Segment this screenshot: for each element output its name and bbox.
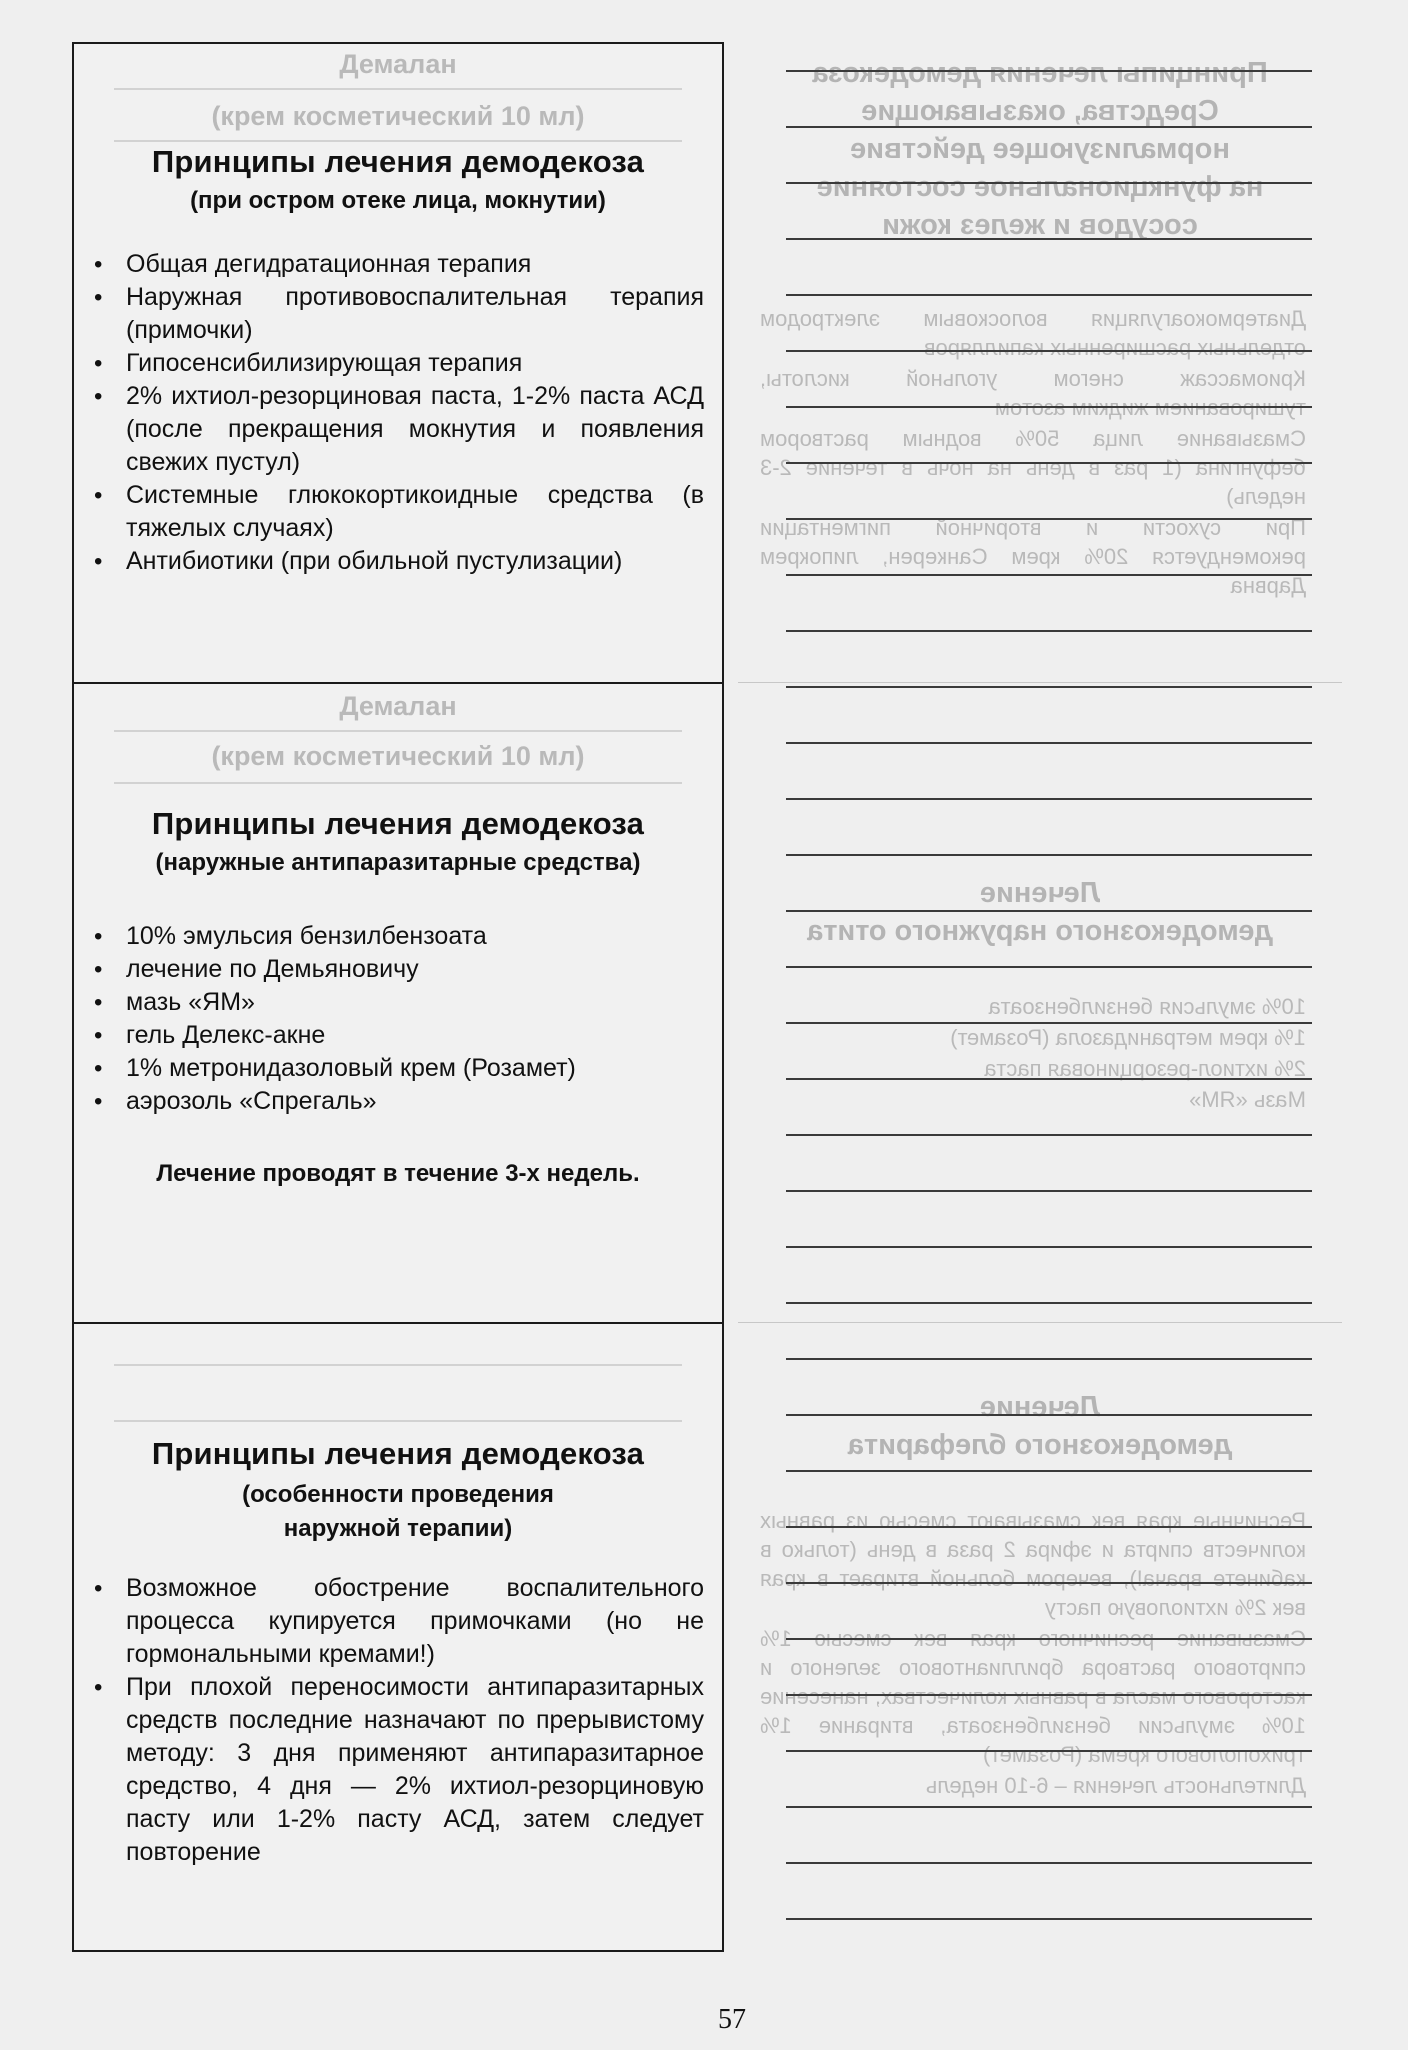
card-title: Принципы лечения демодекоза <box>151 806 645 841</box>
reverse-list-item: 10% эмульсия бензилбензоата <box>988 994 1306 1019</box>
writing-line <box>786 518 1312 520</box>
writing-line <box>786 966 1312 968</box>
treatment-list <box>86 1572 704 1869</box>
list-item: • Гипосенсибилизирующая терапия <box>86 347 704 380</box>
reverse-list <box>738 304 1342 602</box>
writing-line <box>786 70 1312 72</box>
ghost-rule <box>114 1364 682 1366</box>
card-subtitle: наружной терапии) <box>283 1515 513 1542</box>
list-item: • Наружная противовоспалительная терапия (примочки) <box>86 281 704 347</box>
ghost-title: Демалан <box>339 49 457 79</box>
list-item: • мазь «ЯМ» <box>86 986 704 1019</box>
writing-line <box>786 574 1312 576</box>
writing-line <box>786 1022 1312 1024</box>
writing-line <box>786 1358 1312 1360</box>
writing-line <box>786 238 1312 240</box>
writing-line <box>786 1638 1312 1640</box>
list-item: • При плохой переносимости антипаразитарных средств последние назначают по прерывистому методу: 3 дня применяют антипаразитарное средство, 4 дня — 2% ихтиол-резорциновую пасту или 1-2% пасту АСД, затем следует повторение <box>86 1671 704 1869</box>
list-item: • гель Делекс-акне <box>86 1019 704 1052</box>
ghost-rule <box>114 140 682 142</box>
reverse-heading <box>738 1388 1342 1464</box>
writing-line <box>786 406 1312 408</box>
reverse-heading-line: Средства, оказывающие <box>861 95 1219 127</box>
writing-line <box>786 1078 1312 1080</box>
writing-line <box>786 1302 1312 1304</box>
section-divider <box>738 1322 1342 1323</box>
writing-line <box>786 1918 1312 1920</box>
reverse-list <box>738 992 1342 1116</box>
writing-line <box>786 1470 1312 1472</box>
list-item: • аэрозоль «Спрегаль» <box>86 1085 704 1118</box>
list-item: • лечение по Демьяновичу <box>86 953 704 986</box>
reverse-heading <box>738 54 1342 244</box>
list-item: • Возможное обострение воспалительного процесса купируется примочками (но не гормональными кремами!) <box>86 1572 704 1671</box>
writing-line <box>786 462 1312 464</box>
reverse-heading-line: сосудов и желез кожи <box>882 209 1198 241</box>
writing-line <box>786 854 1312 856</box>
reverse-list-item: Смазывание ресничного края век смесью 1% спиртового раствора бриллиантового зеленого и касторового масла в равных количествах, нанесение 10% эмульсии бензилбензоата, втирание 1% трихополового крема (Розамет) <box>760 1626 1306 1767</box>
reverse-list-item: Длительность лечения – 6-10 недель <box>925 1773 1306 1798</box>
card-external-therapy <box>72 1322 724 1952</box>
reverse-list-item: Диатермокоагуляция волосковым электродом отдельных расширенных капилляров <box>760 306 1306 360</box>
treatment-list <box>86 248 704 578</box>
reverse-heading <box>738 874 1342 950</box>
writing-line <box>786 1862 1312 1864</box>
writing-line <box>786 798 1312 800</box>
list-item: • Антибиотики (при обильной пустулизации) <box>86 545 704 578</box>
writing-line <box>786 350 1312 352</box>
writing-line <box>786 126 1312 128</box>
reverse-list <box>738 1506 1342 1802</box>
reverse-list-item: Криомассаж снегом угольной кислоты, тушированием жидким азотом <box>760 366 1306 420</box>
reverse-list-item: При сухости и вторичной пигментации рекомендуется 20% крем Санкерен, липокрем Дарвна <box>760 515 1306 598</box>
card-subtitle: (при остром отеке лица, мокнутии) <box>190 187 606 214</box>
reverse-list-item: 1% крем метранидазола (Розамет) <box>950 1025 1306 1050</box>
writing-line <box>786 1134 1312 1136</box>
section-divider <box>738 682 1342 683</box>
reverse-heading-line: Принципы лечения демодекоза <box>812 57 1268 89</box>
list-item: • 2% ихтиол-резорциновая паста, 1-2% паста АСД (после прекращения мокнутия и появления свежих пустул) <box>86 380 704 479</box>
ghost-rule <box>114 88 682 90</box>
ghost-title: Демалан <box>339 691 457 721</box>
card-acute-edema <box>72 42 724 682</box>
writing-line <box>786 1806 1312 1808</box>
reverse-list-item: Ресничные края век смазывают смесью из равных количеств спирта и эфира 2 раза в день (только в кабинете врача!), вечером больной втирает в края век 2% ихтиоловую пасту <box>760 1508 1306 1620</box>
list-item: • 1% метронидазоловый крем (Розамет) <box>86 1052 704 1085</box>
treatment-list <box>86 920 704 1118</box>
notes-column <box>738 42 1342 1952</box>
writing-line <box>786 1694 1312 1696</box>
ghost-rule <box>114 782 682 784</box>
writing-line <box>786 910 1312 912</box>
ghost-subtitle: (крем косметический 10 мл) <box>211 101 585 131</box>
reverse-heading-line: демодекозного блефарита <box>847 1429 1233 1461</box>
reverse-heading-line: Лечение <box>979 1391 1101 1423</box>
card-subtitle: (наружные антипаразитарные средства) <box>155 849 641 876</box>
duration-note: Лечение проводят в течение 3-х недель. <box>156 1160 640 1187</box>
writing-line <box>786 1526 1312 1528</box>
writing-line <box>786 1246 1312 1248</box>
writing-line <box>786 630 1312 632</box>
writing-line <box>786 1750 1312 1752</box>
writing-line <box>786 1190 1312 1192</box>
list-item: • Общая дегидратационная терапия <box>86 248 704 281</box>
reverse-heading-line: нормализующее действие <box>850 133 1230 165</box>
list-item: • 10% эмульсия бензилбензоата <box>86 920 704 953</box>
writing-line <box>786 1582 1312 1584</box>
writing-line <box>786 182 1312 184</box>
card-title: Принципы лечения демодекоза <box>151 144 645 179</box>
writing-line <box>786 686 1312 688</box>
reverse-list-item: 2% ихтиол-резорциновая паста <box>984 1056 1306 1081</box>
reverse-heading-line: Лечение <box>979 877 1101 909</box>
card-subtitle: (особенности проведения <box>242 1481 554 1508</box>
card-title: Принципы лечения демодекоза <box>151 1436 645 1471</box>
ghost-subtitle: (крем косметический 10 мл) <box>211 741 585 771</box>
reverse-heading-line: демодекозного наружного отита <box>807 915 1273 947</box>
page-number: 57 <box>718 2004 746 2035</box>
card-antiparasitic <box>72 682 724 1322</box>
reverse-list-item: Мазь «ЯМ» <box>1189 1087 1306 1112</box>
reverse-heading-line: на функциональное состояние <box>816 171 1264 203</box>
list-item: • Системные глюкокортикоидные средства (в тяжелых случаях) <box>86 479 704 545</box>
reverse-list-item: Смазывание лица 50% водным раствором бефунгина (1 раз в день на ночь в течение 2-3 недель) <box>760 426 1306 509</box>
ghost-rule <box>114 1420 682 1422</box>
ghost-rule <box>114 730 682 732</box>
writing-line <box>786 1414 1312 1416</box>
writing-line <box>786 294 1312 296</box>
writing-line <box>786 742 1312 744</box>
